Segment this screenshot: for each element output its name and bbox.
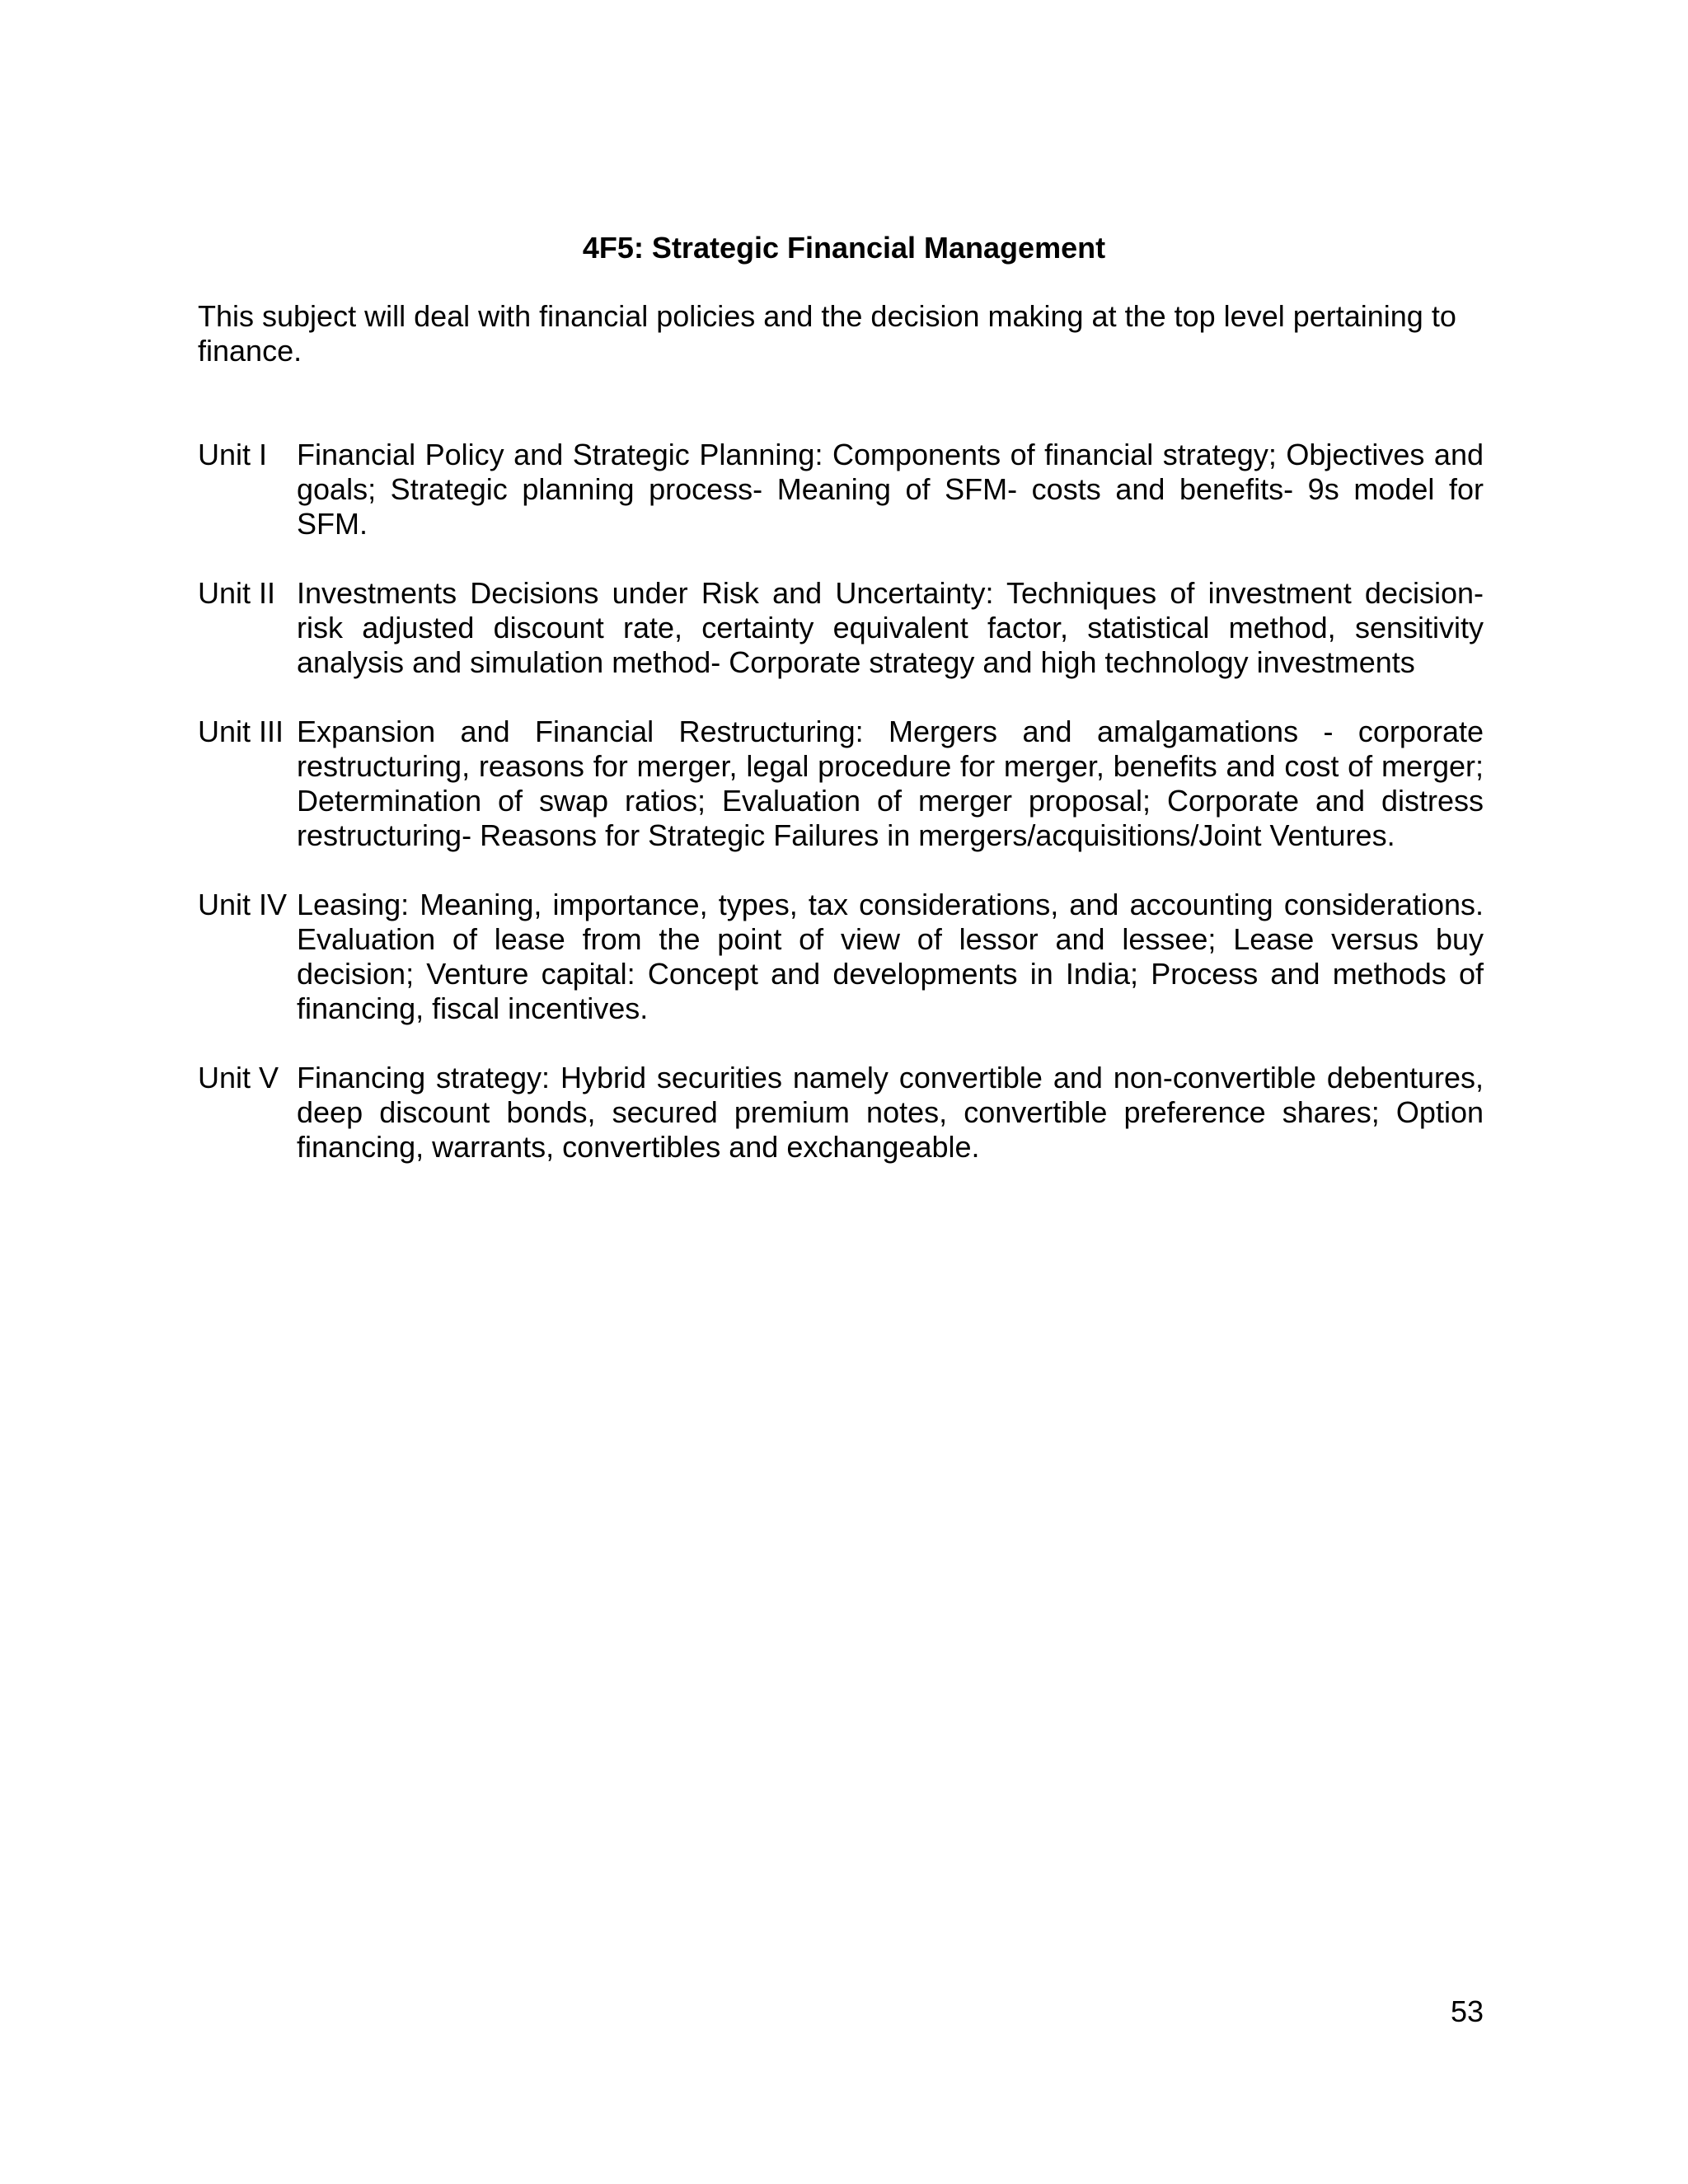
unit-description: Investments Decisions under Risk and Uncertainty: Techniques of investment decision- risk adjusted discount rate, certainty equivalent factor, statistical method, sensitivity analysis and simulation method- Corporate strategy and high technology investments [297,576,1484,679]
page-title: 4F5: Strategic Financial Management [582,231,1106,265]
unit-label: Unit I [198,438,268,471]
unit-description: Financing strategy: Hybrid securities namely convertible and non-convertible debentures, deep discount bonds, secured premium notes, convertible preference shares; Option financing, warrants, convertibles and exchangeable. [297,1061,1484,1164]
page-number: 53 [1450,1994,1484,2028]
unit-item [198,438,1484,541]
unit-item [198,888,1484,1026]
unit-item [198,1061,1484,1165]
units-list [198,438,1484,1199]
unit-item [198,576,1484,680]
unit-item [198,715,1484,853]
unit-label: Unit IV [198,888,288,921]
unit-description: Expansion and Financial Restructuring: Mergers and amalgamations - corporate restructuring, reasons for merger, legal procedure for merger, benefits and cost of merger; Determination of swap ratios; Evaluation of merger proposal; Corporate and distress restructuring- Reasons for Strategic Failures in mergers/acquisitions/Joint Ventures. [297,715,1484,852]
intro-paragraph: This subject will deal with financial policies and the decision making at the top level pertaining to finance. [198,299,1456,368]
unit-label: Unit III [198,715,284,748]
unit-description: Leasing: Meaning, importance, types, tax considerations, and accounting considerations. Evaluation of lease from the point of view of lessor and lessee; Lease versus buy decision; Venture capital: Concept and developments in India; Process and methods of financing, fiscal incentives. [297,888,1484,1025]
unit-label: Unit II [198,576,276,610]
unit-label: Unit V [198,1061,279,1094]
unit-description: Financial Policy and Strategic Planning: Components of financial strategy; Objectives and goals; Strategic planning process- Meaning of SFM- costs and benefits- 9s model for SFM. [297,438,1484,541]
